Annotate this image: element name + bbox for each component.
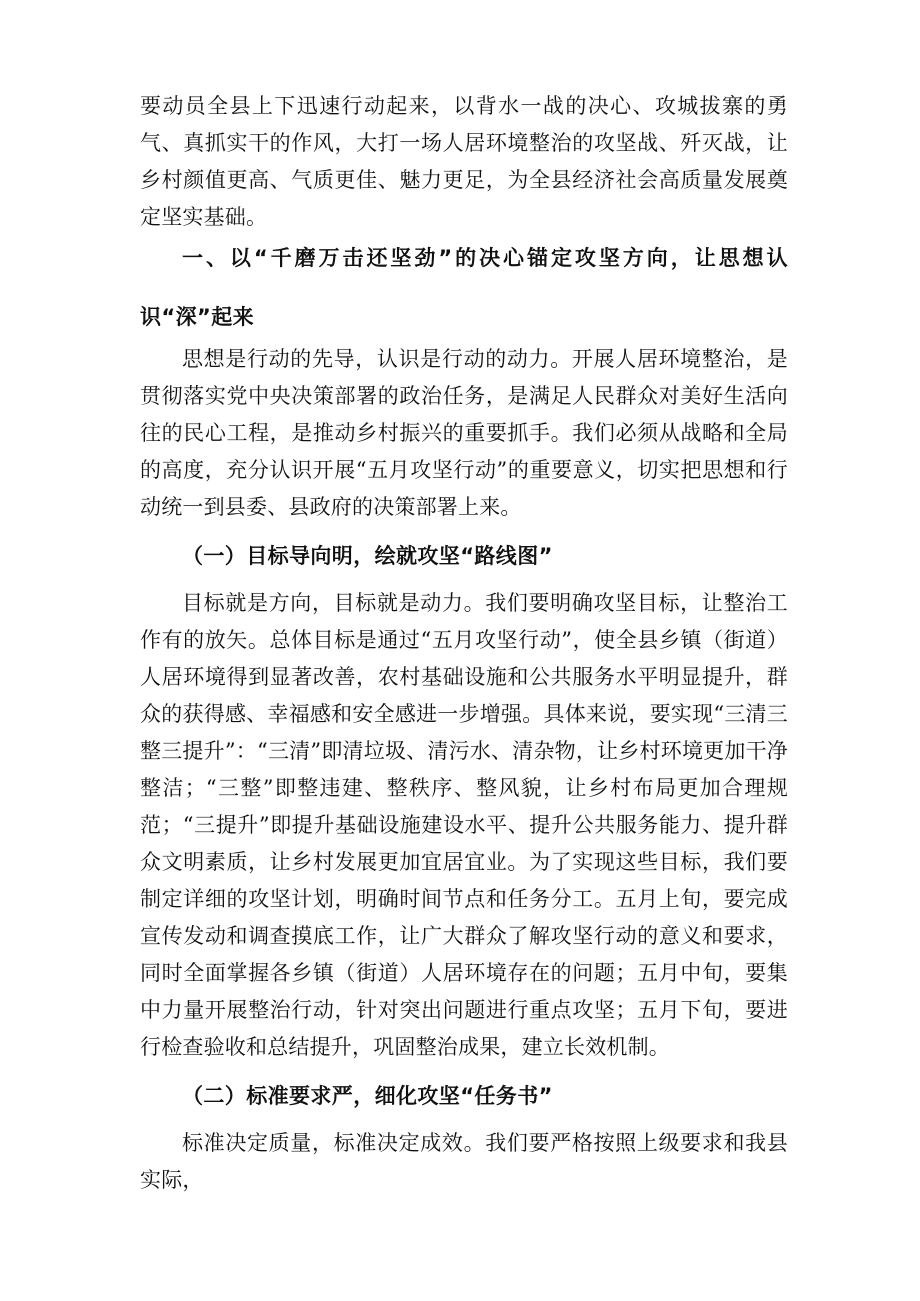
document-page [140, 88, 788, 1199]
body-paragraph-1: 思想是行动的先导，认识是行动的动力。开展人居环境整治，是贯彻落实党中央决策部署的政治任务，是满足人民群众对美好生活向往的民心工程，是推动乡村振兴的重要抓手。我们必须从战略和全局的高度，充分认识开展“五月攻坚行动”的重要意义，切实把思想和行动统一到县委、县政府的决策部署上来。 [140, 347, 788, 519]
intro-paragraph: 要动员全县上下迅速行动起来，以背水一战的决心、攻城拔寨的勇气、真抓实干的作风，大打一场人居环境整治的攻坚战、歼灭战，让乡村颜值更高、气质更佳、魅力更足，为全县经济社会高质量发展奠定坚实基础。 [140, 94, 788, 229]
subsection-heading-1: （一）目标导向明，绘就攻坚“路线图” [182, 544, 553, 568]
subsection-heading-2: （二）标准要求严，细化攻坚“任务书” [182, 1084, 553, 1108]
body-paragraph-2: 目标就是方向，目标就是动力。我们要明确攻坚目标，让整治工作有的放矢。总体目标是通过“五月攻坚行动”，使全县乡镇（街道）人居环境得到显著改善，农村基础设施和公共服务水平明显提升，群众的获得感、幸福感和安全感进一步增强。具体来说，要实现“三清三整三提升”：“三清”即清垃圾、清污水、清杂物，让乡村环境更加干净整洁；“三整”即整违建、整秩序、整风貌，让乡村布局更加合理规范；“三提升”即提升基础设施建设水平、提升公共服务能力、提升群众文明素质，让乡村发展更加宜居宜业。为了实现这些目标，我们要制定详细的攻坚计划，明确时间节点和任务分工。五月上旬，要完成宣传发动和调查摸底工作，让广大群众了解攻坚行动的意义和要求，同时全面掌握各乡镇（街道）人居环境存在的问题；五月中旬，要集中力量开展整治行动，针对突出问题进行重点攻坚；五月下旬，要进行检查验收和总结提升，巩固整治成果，建立长效机制。 [140, 591, 788, 1059]
body-paragraph-3: 标准决定质量，标准决定成效。我们要严格按照上级要求和我县实际， [140, 1131, 788, 1192]
section-heading-1: 一、以“千磨万击还坚劲”的决心锚定攻坚方向，让思想认识“深”起来 [140, 246, 788, 329]
